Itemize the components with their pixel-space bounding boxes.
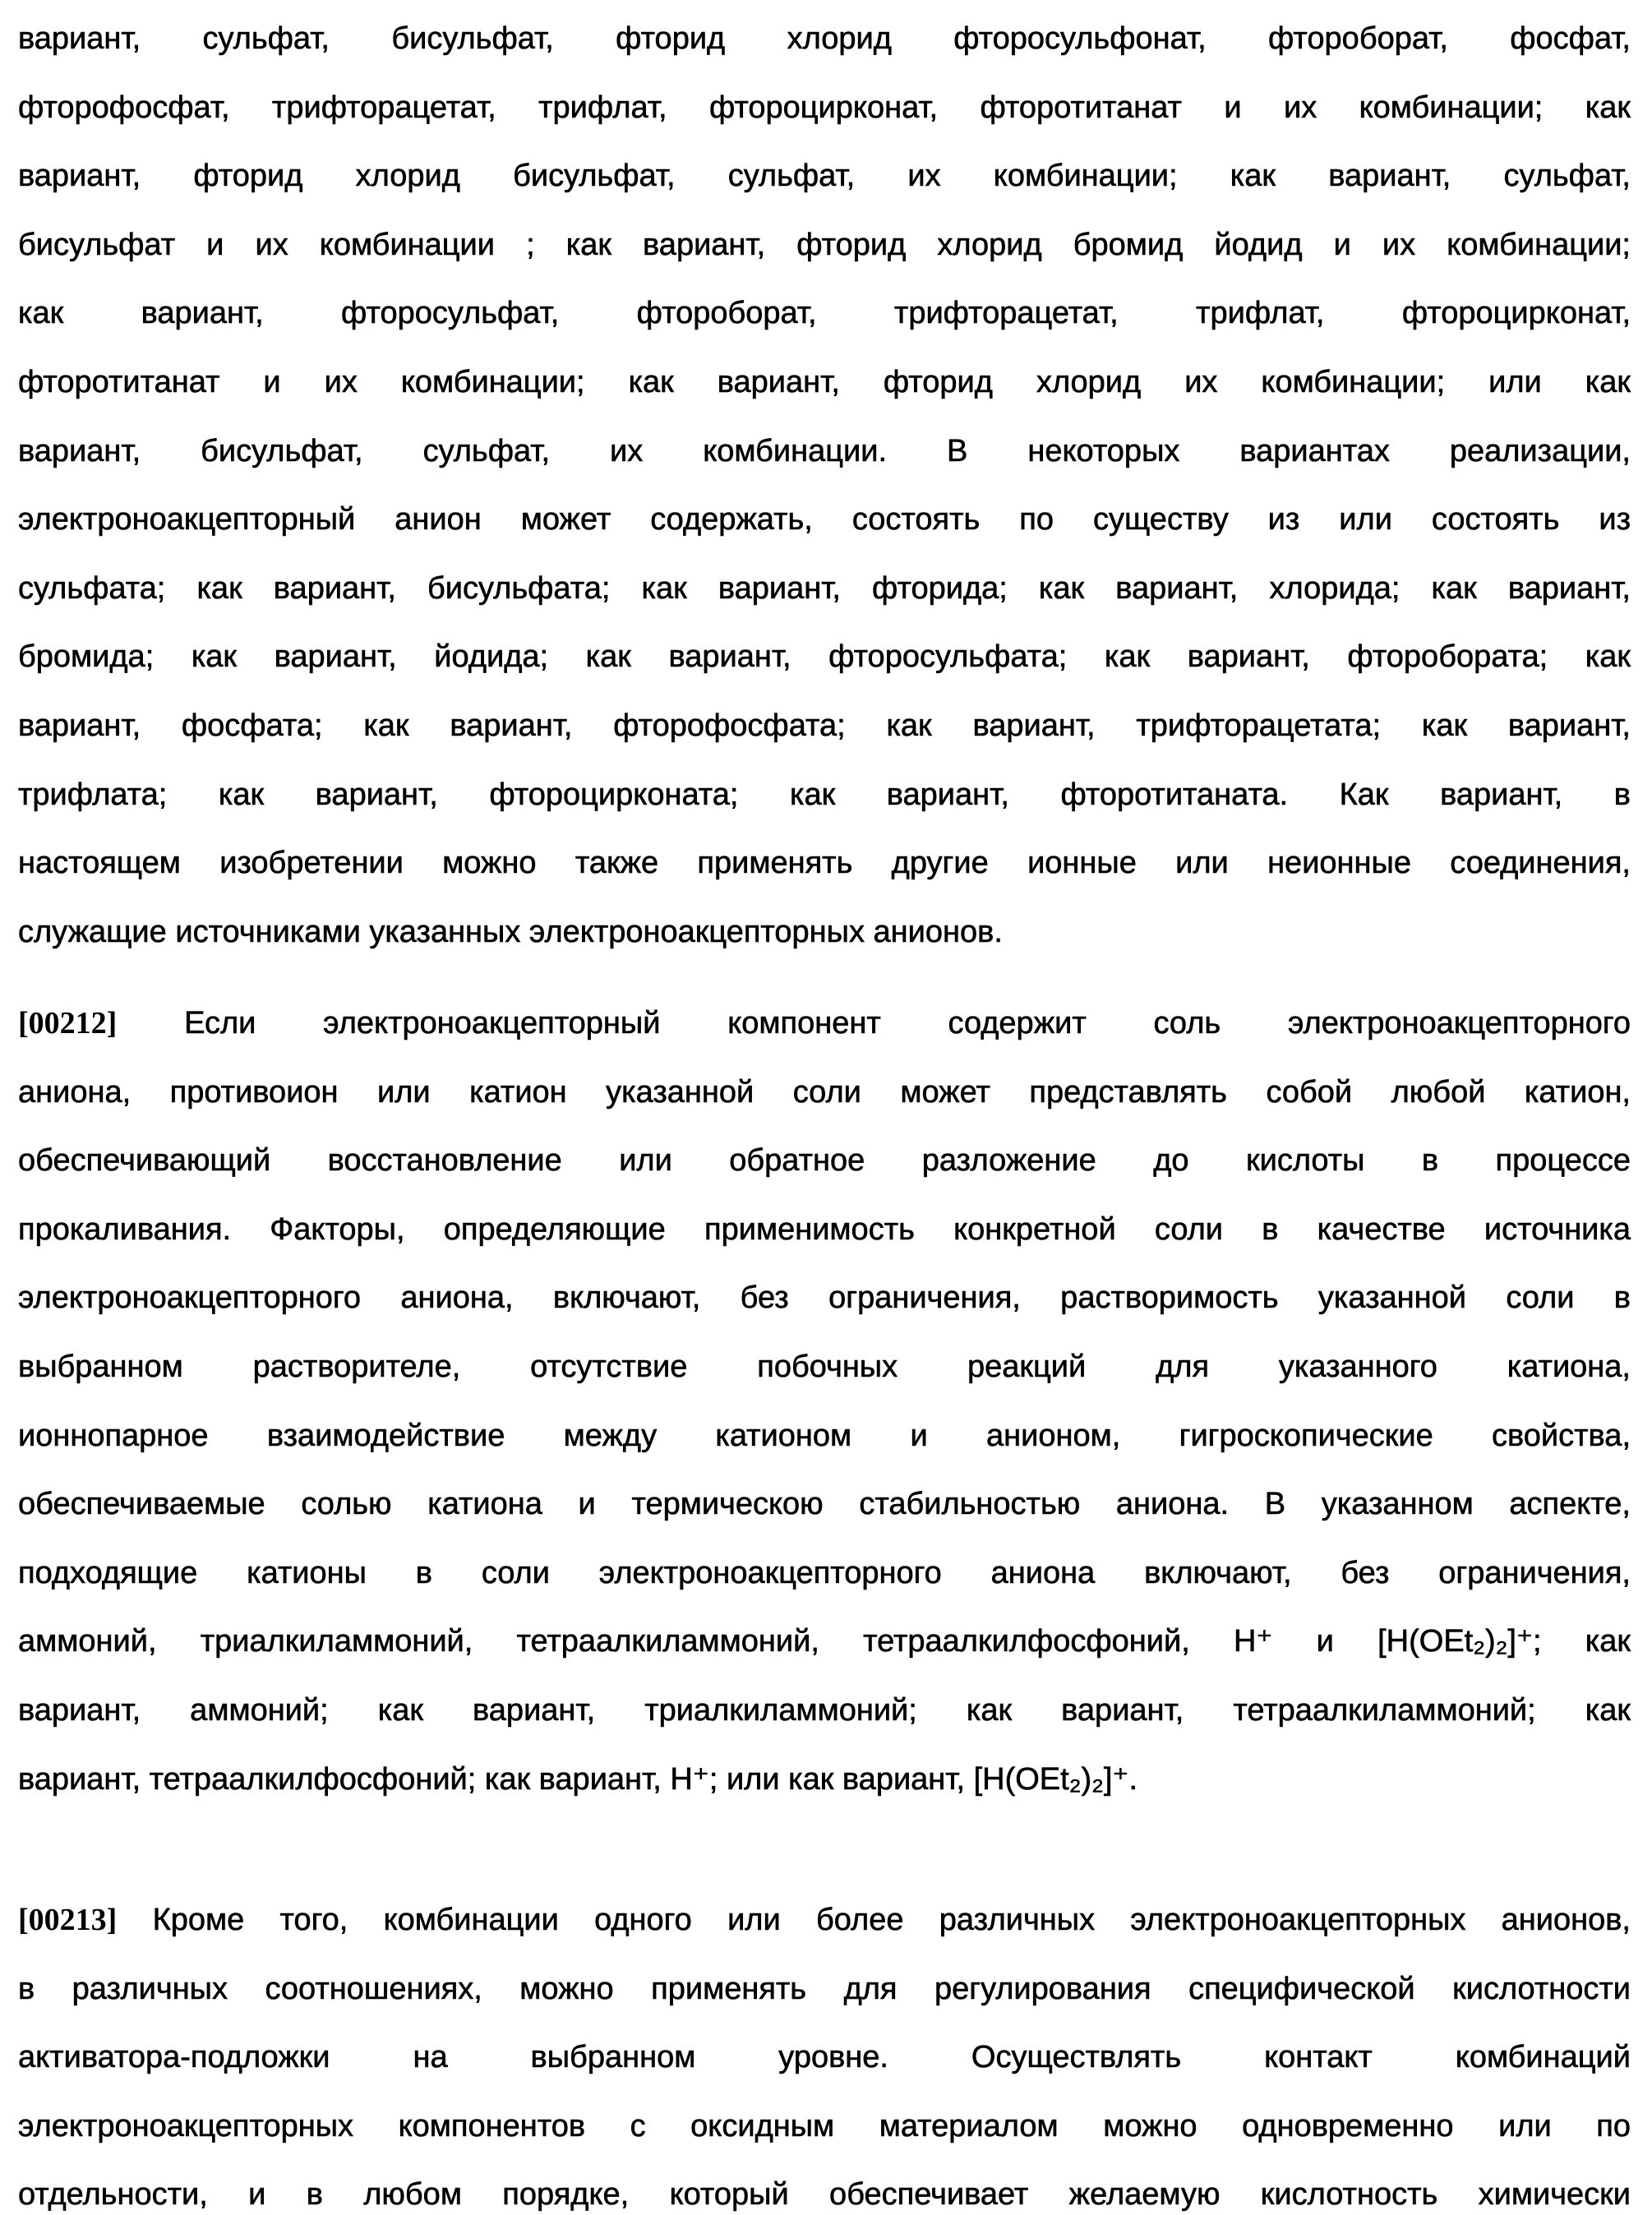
line-text: подходящие катионы в соли электроноакцепторного аниона включают, без ограничения, <box>18 1556 1631 1590</box>
text-line <box>18 1140 1631 1181</box>
text-line <box>18 1759 1631 1800</box>
line-text: фторофосфат, трифторацетат, трифлат, фтороцирконат, фторотитанат и их комбинации; как <box>18 90 1631 125</box>
line-text: вариант, бисульфат, сульфат, их комбинации. В некоторых вариантах реализации, <box>18 434 1631 468</box>
line-text: вариант, аммоний; как вариант, триалкиламмоний; как вариант, тетраалкиламмоний; как <box>18 1693 1631 1728</box>
line-text: вариант, фосфата; как вариант, фторофосфата; как вариант, трифторацетата; как вариант, <box>18 708 1631 743</box>
line-text: трифлата; как вариант, фтороцирконата; как вариант, фторотитаната. Как вариант, в <box>18 778 1631 812</box>
text-line <box>18 842 1631 884</box>
line-text: бромида; как вариант, йодида; как вариант, фторосульфата; как вариант, фторобората; как <box>18 639 1631 674</box>
line-text: прокаливания. Факторы, определяющие применимость конкретной соли в качестве источника <box>18 1212 1631 1247</box>
line-text: активатора-подложки на выбранном уровне. Осуществлять контакт комбинаций <box>18 2040 1631 2074</box>
line-text: в различных соотношениях, можно применять для регулирования специфической кислотности <box>18 1972 1631 2006</box>
line-text: вариант, фторид хлорид бисульфат, сульфат, их комбинации; как вариант, сульфат, <box>18 159 1631 193</box>
line-text: обеспечивающий восстановление или обратное разложение до кислоты в процессе <box>18 1143 1631 1178</box>
text-line <box>18 499 1631 540</box>
line-text: ионнопарное взаимодействие между катионом и анионом, гигроскопические свойства, <box>18 1419 1631 1453</box>
text-line <box>18 1621 1631 1662</box>
line-text: электроноакцепторный анион может содержать, состоять по существу из или состоять из <box>18 502 1631 537</box>
line-text: аниона, противоион или катион указанной соли может представлять собой любой катион, <box>18 1075 1631 1110</box>
document-page <box>0 0 1652 2186</box>
line-text: аммоний, триалкиламмоний, тетраалкиламмоний, тетраалкилфосфоний, H⁺ и [H(OEt₂)₂]⁺; как <box>18 1624 1631 1659</box>
line-text: электроноакцепторного аниона, включают, без ограничения, растворимость указанной соли в <box>18 1281 1631 1315</box>
line-text: настоящем изобретении можно также применять другие ионные или неионные соединения, <box>18 846 1631 880</box>
line-text: Кроме того, комбинации одного или более различных электроноакцепторных анионов, <box>153 1903 1631 1937</box>
text-line <box>18 87 1631 128</box>
text-line <box>18 1003 1631 1044</box>
text-line <box>18 774 1631 815</box>
line-text: электроноакцепторных компонентов с оксидным материалом можно одновременно или по <box>18 2109 1631 2143</box>
text-line <box>18 1415 1631 1456</box>
line-text: вариант, сульфат, бисульфат, фторид хлорид фторосульфонат, фтороборат, фосфат, <box>18 21 1631 56</box>
line-text: бисульфат и их комбинации ; как вариант, фторид хлорид бромид йодид и их комбинации; <box>18 228 1631 262</box>
text-line <box>18 293 1631 334</box>
line-text: сульфата; как вариант, бисульфата; как вариант, фторида; как вариант, хлорида; как вариант, <box>18 571 1631 606</box>
line-text: Если электроноакцепторный компонент содержит соль электроноакцепторного <box>184 1006 1631 1041</box>
line-text: вариант, тетраалкилфосфоний; как вариант, H⁺; или как вариант, [H(OEt₂)₂]⁺. <box>18 1762 1137 1797</box>
line-text: обеспечиваемые солью катиона и термическою стабильностью аниона. В указанном аспекте, <box>18 1487 1631 1521</box>
text-line <box>18 568 1631 609</box>
text-line <box>18 1899 1631 1940</box>
text-line <box>18 1484 1631 1525</box>
text-line <box>18 1968 1631 2010</box>
text-line <box>18 1072 1631 1113</box>
text-line <box>18 1346 1631 1387</box>
text-line <box>18 2174 1631 2215</box>
line-text: служащие источниками указанных электроноакцепторных анионов. <box>18 915 1003 949</box>
line-text: фторотитанат и их комбинации; как вариант, фторид хлорид их комбинации; или как <box>18 365 1631 399</box>
paragraph-number: [00212] <box>18 1006 117 1041</box>
text-line <box>18 1553 1631 1594</box>
paragraph-number: [00213] <box>18 1903 117 1937</box>
line-text: как вариант, фторосульфат, фтороборат, трифторацетат, трифлат, фтороцирконат, <box>18 296 1631 330</box>
text-line <box>18 431 1631 472</box>
text-line <box>18 2106 1631 2147</box>
text-line <box>18 1690 1631 1731</box>
text-line <box>18 224 1631 265</box>
line-text: выбранном растворителе, отсутствие побочных реакций для указанного катиона, <box>18 1350 1631 1384</box>
text-line <box>18 705 1631 746</box>
text-line <box>18 362 1631 403</box>
text-line <box>18 18 1631 59</box>
text-line <box>18 1277 1631 1318</box>
text-line <box>18 2037 1631 2078</box>
line-text: отдельности, и в любом порядке, который обеспечивает желаемую кислотность химически <box>18 2177 1631 2212</box>
text-line <box>18 636 1631 677</box>
text-line <box>18 155 1631 196</box>
text-line <box>18 1209 1631 1250</box>
text-line <box>18 911 1631 953</box>
